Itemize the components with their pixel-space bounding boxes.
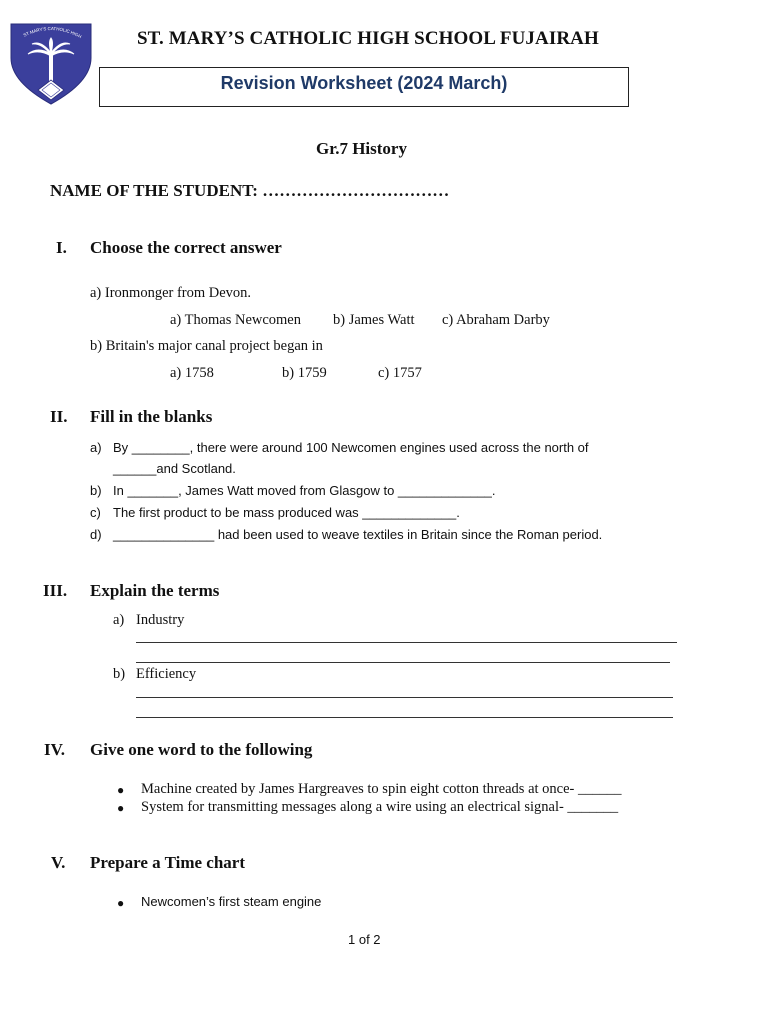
item-letter: b) bbox=[90, 483, 102, 498]
fill-blank-item: By ________, there were around 100 Newcomen engines used across the north of bbox=[113, 440, 589, 455]
question-prompt: b) Britain's major canal project began in bbox=[90, 338, 323, 354]
subject-heading: Gr.7 History bbox=[316, 139, 407, 158]
section-heading: Choose the correct answer bbox=[90, 238, 282, 257]
fill-blank-item: In _______, James Watt moved from Glasgow to _____________. bbox=[113, 483, 496, 498]
term-letter: a) bbox=[113, 612, 125, 628]
school-logo bbox=[8, 20, 94, 106]
section-numeral: IV. bbox=[44, 740, 65, 759]
fill-blank-item: ______and Scotland. bbox=[113, 461, 236, 476]
section-heading: Give one word to the following bbox=[90, 740, 313, 759]
answer-line bbox=[136, 717, 673, 718]
logo-text: ST MARY’S CATHOLIC HIGH bbox=[22, 25, 83, 40]
worksheet-title: Revision Worksheet (2024 March) bbox=[220, 73, 508, 93]
option: b) James Watt bbox=[333, 312, 415, 328]
fill-blank-item: The first product to be mass produced was _____________. bbox=[113, 505, 460, 520]
option: a) 1758 bbox=[170, 365, 214, 381]
item-letter: c) bbox=[90, 505, 101, 520]
answer-line bbox=[136, 642, 677, 643]
one-word-item: Machine created by James Hargreaves to spin eight cotton threads at once- ______ bbox=[141, 781, 622, 797]
section-numeral: V. bbox=[51, 853, 66, 872]
answer-line bbox=[136, 697, 673, 698]
option: b) 1759 bbox=[282, 365, 327, 381]
section-numeral: III. bbox=[43, 581, 68, 600]
term-label: Efficiency bbox=[136, 666, 197, 682]
item-letter: a) bbox=[90, 440, 102, 455]
question-prompt: a) Ironmonger from Devon. bbox=[90, 285, 252, 301]
fill-blank-item: ______________ had been used to weave textiles in Britain since the Roman period. bbox=[113, 527, 603, 542]
option: c) Abraham Darby bbox=[442, 312, 550, 328]
bullet-icon: ● bbox=[117, 783, 125, 797]
page-number: 1 of 2 bbox=[348, 932, 381, 947]
worksheet-title-box bbox=[99, 67, 629, 107]
bullet-icon: ● bbox=[117, 801, 125, 815]
one-word-item: System for transmitting messages along a wire using an electrical signal- _______ bbox=[141, 799, 619, 815]
student-name-label: NAME OF THE STUDENT: …………………………… bbox=[50, 181, 450, 200]
section-heading: Fill in the blanks bbox=[90, 407, 213, 426]
option: c) 1757 bbox=[378, 365, 422, 381]
school-name: ST. MARY’S CATHOLIC HIGH SCHOOL FUJAIRAH bbox=[137, 28, 599, 49]
item-letter: d) bbox=[90, 527, 102, 542]
term-label: Industry bbox=[136, 612, 185, 628]
section-numeral: I. bbox=[56, 238, 67, 257]
option: a) Thomas Newcomen bbox=[170, 312, 301, 328]
section-heading: Explain the terms bbox=[90, 581, 220, 600]
time-chart-item: Newcomen’s first steam engine bbox=[141, 894, 322, 909]
section-numeral: II. bbox=[50, 407, 68, 426]
answer-line bbox=[136, 662, 670, 663]
section-heading: Prepare a Time chart bbox=[90, 853, 246, 872]
term-letter: b) bbox=[113, 666, 126, 682]
bullet-icon: ● bbox=[117, 896, 125, 910]
